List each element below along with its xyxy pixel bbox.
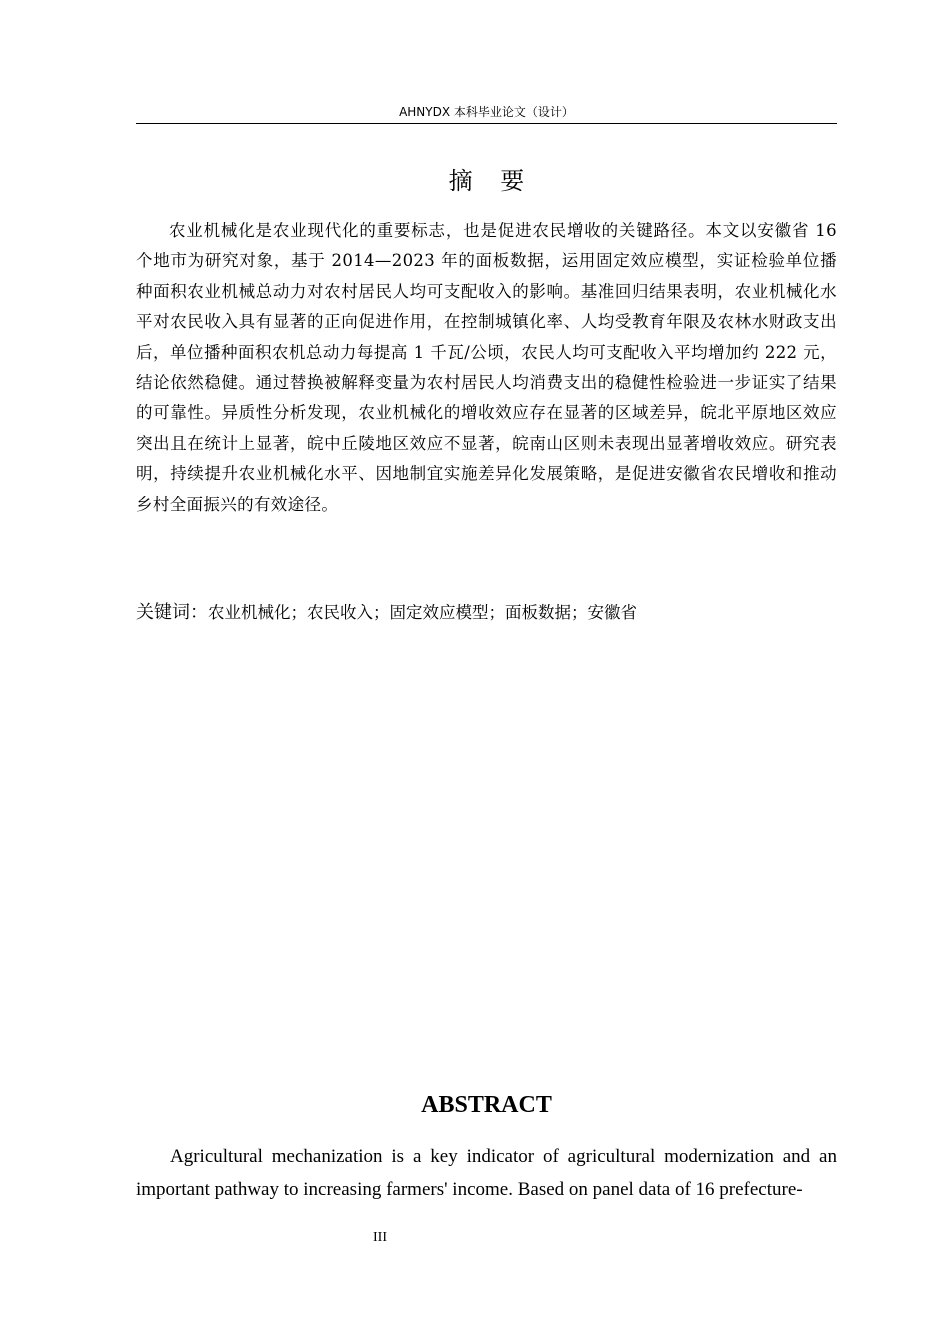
keywords-text: 农业机械化；农民收入；固定效应模型；面板数据；安徽省 [208,603,637,622]
abstract-cn-body: 农业机械化是农业现代化的重要标志，也是促进农民增收的关键路径。本文以安徽省 16 个地市为研究对象，基于 2014—2023 年的面板数据，运用固定效应模型，实证检验单位播种面积农业机械总动力对农村居民人均可支配收入的影响。基准回归结果表明，农业机械化水平对农民收入具有显著的正向促进作用，在控制城镇化率、人均受教育年限及农林水财政支出后，单位播种面积农机总动力每提高 1 千瓦/公顷，农民人均可支配收入平均增加约 222 元，结论依然稳健。通过替换被解释变量为农村居民人均消费支出的稳健性检验进一步证实了结果的可靠性。异质性分析发现，农业机械化的增收效应存在显著的区域差异，皖北平原地区效应突出且在统计上显著，皖中丘陵地区效应不显著，皖南山区则未表现出显著增收效应。研究表明，持续提升农业机械化水平、因地制宜实施差异化发展策略，是促进安徽省农民增收和推动乡村全面振兴的有效途径。 [136,221,837,514]
page-number: III [373,1230,387,1245]
keywords-label: 关键词： [136,602,208,623]
header-rule [136,123,837,124]
abstract-en-title: ABSTRACT [421,1092,552,1118]
running-header: AHNYDX 本科毕业论文（设计） [399,105,574,119]
keywords-line [136,598,837,628]
abstract-cn-title: 摘 要 [448,167,535,195]
abstract-en-body: Agricultural mechanization is a key indicator of agricultural modernization and an important pathway to increasing farmers' income. Based on panel data of 16 prefecture- [136,1146,837,1200]
